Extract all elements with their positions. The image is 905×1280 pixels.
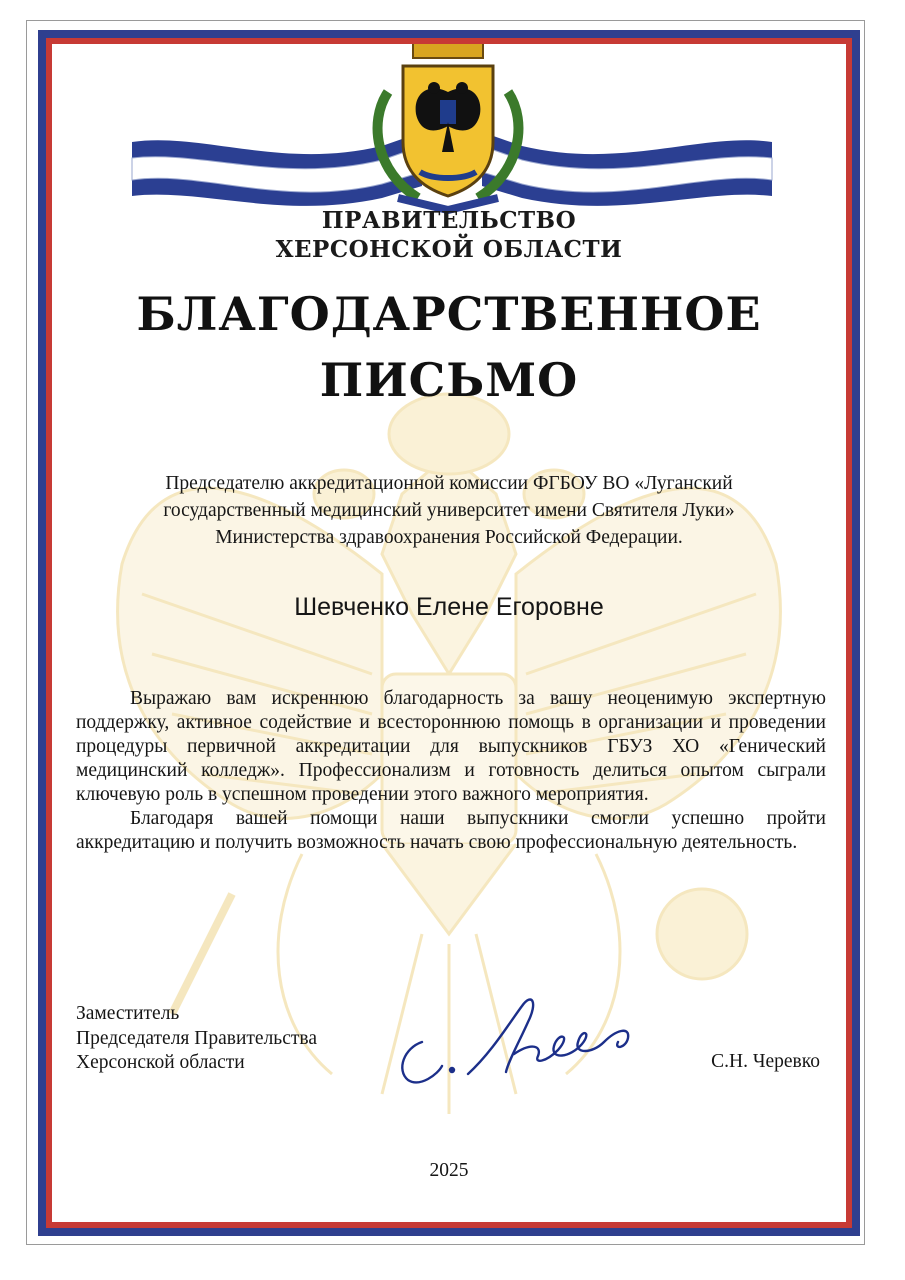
position-line: Херсонской области (76, 1052, 245, 1073)
addressee-line: государственный медицинский университет имени Святителя Луки» (163, 500, 735, 521)
recipient-name: Шевченко Елене Егоровне (294, 593, 604, 621)
signatory-position (76, 1002, 376, 1076)
document-title-line-1: БЛАГОДАРСТВЕННОЕ (136, 287, 762, 341)
body-paragraph: Выражаю вам искреннюю благодарность за вашу неоценимую экспертную поддержку, активное содействие и всестороннюю помощь в организации и проведении процедуры первичной аккредитации для выпускников ГБУЗ ХО «Генический медицинский колледж». Профессионализм и готовность делиться опытом сыграли ключевую роль в успешном проведении этого важного мероприятия. (76, 688, 826, 805)
handwritten-signature-icon (382, 962, 652, 1092)
organization-line-2: ХЕРСОНСКОЙ ОБЛАСТИ (275, 236, 623, 263)
signer-name: С.Н. Черевко (711, 1051, 820, 1072)
position-line: Председателя Правительства (76, 1027, 317, 1049)
document-title-line-2: ПИСЬМО (319, 353, 579, 407)
coat-of-arms-icon (358, 44, 538, 218)
document-year: 2025 (429, 1160, 469, 1181)
addressee-line: Министерства здравоохранения Российской Федерации. (215, 527, 683, 548)
body-paragraph: Благодаря вашей помощи наши выпускники смогли успешно пройти аккредитацию и получить возможность начать свою профессиональную деятельность. (76, 808, 826, 853)
organization-line-1: ПРАВИТЕЛЬСТВО (321, 207, 577, 234)
letter-body (76, 687, 826, 855)
position-line: Заместитель (76, 1003, 180, 1024)
addressee-block (122, 470, 776, 551)
addressee-line: Председателю аккредитационной комиссии ФГБОУ ВО «Луганский (165, 473, 733, 494)
letter-page (52, 44, 846, 1222)
